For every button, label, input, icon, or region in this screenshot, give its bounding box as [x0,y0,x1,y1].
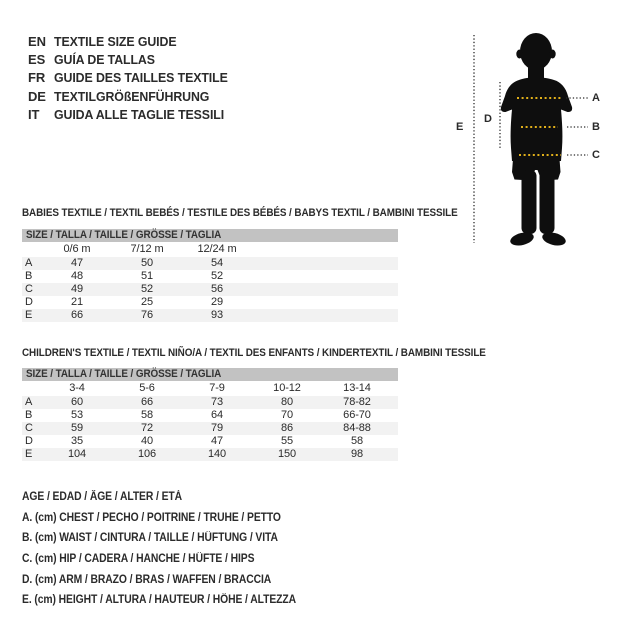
measure-label-d: D [484,113,492,125]
language-code: EN [28,33,46,49]
language-code: FR [28,70,46,86]
size-value: 66 [70,309,84,321]
size-value: 53 [70,409,84,421]
size-value: 29 [210,296,224,308]
row-label: E [25,309,33,321]
language-row-es [28,50,237,68]
column-header: 7-9 [209,382,225,394]
row-label: C [25,422,33,434]
measure-label-a: A [592,92,600,104]
legend-line-hip: C. (cm) HIP / CADERA / HANCHE / HÜFTE / HIPS [22,553,255,566]
legend-line-waist: B. (cm) WAIST / CINTURA / TAILLE / HÜFTUNG / VITA [22,532,278,545]
size-value: 106 [137,448,157,460]
legend-line-arm: D. (cm) ARM / BRAZO / BRAS / WAFFEN / BRACCIA [22,573,272,586]
size-value: 47 [210,435,224,447]
measure-label-c: C [592,149,600,161]
legend-line-chest: A. (cm) CHEST / PECHO / POITRINE / TRUHE / PETTO [22,511,281,524]
size-value: 56 [210,283,224,295]
babies-column-header-row [22,242,398,257]
column-header: 5-6 [139,382,155,394]
babies-size-table [22,229,398,322]
table-row [22,296,398,309]
size-value: 25 [140,296,154,308]
measurement-figure [440,20,620,258]
measure-label-e: E [456,121,464,133]
size-value: 104 [67,448,87,460]
language-row-de [28,87,237,105]
table-row [22,257,398,270]
row-label: A [25,257,33,269]
language-title: TEXTILE SIZE GUIDE [54,33,177,49]
size-header-bar: SIZE / TALLA / TAILLE / GRÖSSE / TAGLIA [22,368,398,381]
table-row [22,435,398,448]
size-value: 79 [210,422,224,434]
size-value: 84-88 [343,422,371,434]
row-label: A [25,396,33,408]
column-header: 0/6 m [63,243,91,255]
language-row-fr [28,69,237,87]
size-value: 49 [70,283,84,295]
size-value: 47 [70,257,84,269]
size-value: 72 [140,422,154,434]
size-value: 50 [140,257,154,269]
babies-section-title: BABIES TEXTILE / TEXTIL BEBÉS / TESTILE DES BÉBÉS / BABYS TEXTIL / BAMBINI TESSILE [22,207,458,219]
size-value: 60 [70,396,84,408]
table-row [22,422,398,435]
size-header-bar: SIZE / TALLA / TAILLE / GRÖSSE / TAGLIA [22,229,398,242]
language-code: ES [28,51,46,67]
size-value: 66 [140,396,154,408]
size-value: 150 [277,448,297,460]
size-value: 78-82 [343,396,371,408]
table-row [22,309,398,322]
size-value: 140 [207,448,227,460]
language-title: TEXTILGRÖßENFÜHRUNG [54,88,210,104]
size-value: 64 [210,409,224,421]
size-value: 73 [210,396,224,408]
size-value: 86 [280,422,294,434]
size-value: 98 [350,448,364,460]
legend-line-height: E. (cm) HEIGHT / ALTURA / HAUTEUR / HÖHE / ALTEZZA [22,594,296,607]
language-title: GUÍA DE TALLAS [54,51,155,67]
size-value: 35 [70,435,84,447]
size-value: 52 [210,270,224,282]
column-header: 13-14 [343,382,371,394]
column-header: 12/24 m [197,243,237,255]
table-row [22,448,398,461]
language-code: DE [28,88,46,104]
row-label: D [25,435,33,447]
language-code: IT [28,106,40,122]
table-row [22,283,398,296]
language-title: GUIDA ALLE TAGLIE TESSILI [54,106,225,122]
language-row-it [28,105,237,123]
language-row-en [28,32,237,50]
row-label: D [25,296,33,308]
size-value: 70 [280,409,294,421]
legend-line-age: AGE / EDAD / ÂGE / ALTER / ETÀ [22,491,183,503]
row-label: B [25,409,33,421]
column-header: 3-4 [69,382,85,394]
size-value: 59 [70,422,84,434]
children-column-header-row [22,381,398,396]
size-value: 58 [350,435,364,447]
measure-label-b: B [592,121,600,133]
table-row [22,409,398,422]
size-value: 40 [140,435,154,447]
size-value: 52 [140,283,154,295]
size-value: 48 [70,270,84,282]
size-value: 51 [140,270,154,282]
child-silhouette [501,33,572,248]
table-row [22,396,398,409]
size-value: 54 [210,257,224,269]
column-header: 10-12 [273,382,301,394]
children-section-title: CHILDREN'S TEXTILE / TEXTIL NIÑO/A / TEXTIL DES ENFANTS / KINDERTEXTIL / BAMBINI TESSILE [22,347,486,359]
size-value: 58 [140,409,154,421]
language-title: GUIDE DES TAILLES TEXTILE [54,70,228,86]
language-title-list [28,32,237,123]
column-header: 7/12 m [130,243,164,255]
row-label: C [25,283,33,295]
row-label: B [25,270,33,282]
size-value: 21 [70,296,84,308]
size-value: 66-70 [343,409,371,421]
size-value: 76 [140,309,154,321]
size-value: 80 [280,396,294,408]
row-label: E [25,448,33,460]
child-silhouette-diagram [440,20,620,258]
table-row [22,270,398,283]
size-value: 55 [280,435,294,447]
measurement-legend [22,487,326,611]
children-size-table [22,368,398,461]
size-value: 93 [210,309,224,321]
